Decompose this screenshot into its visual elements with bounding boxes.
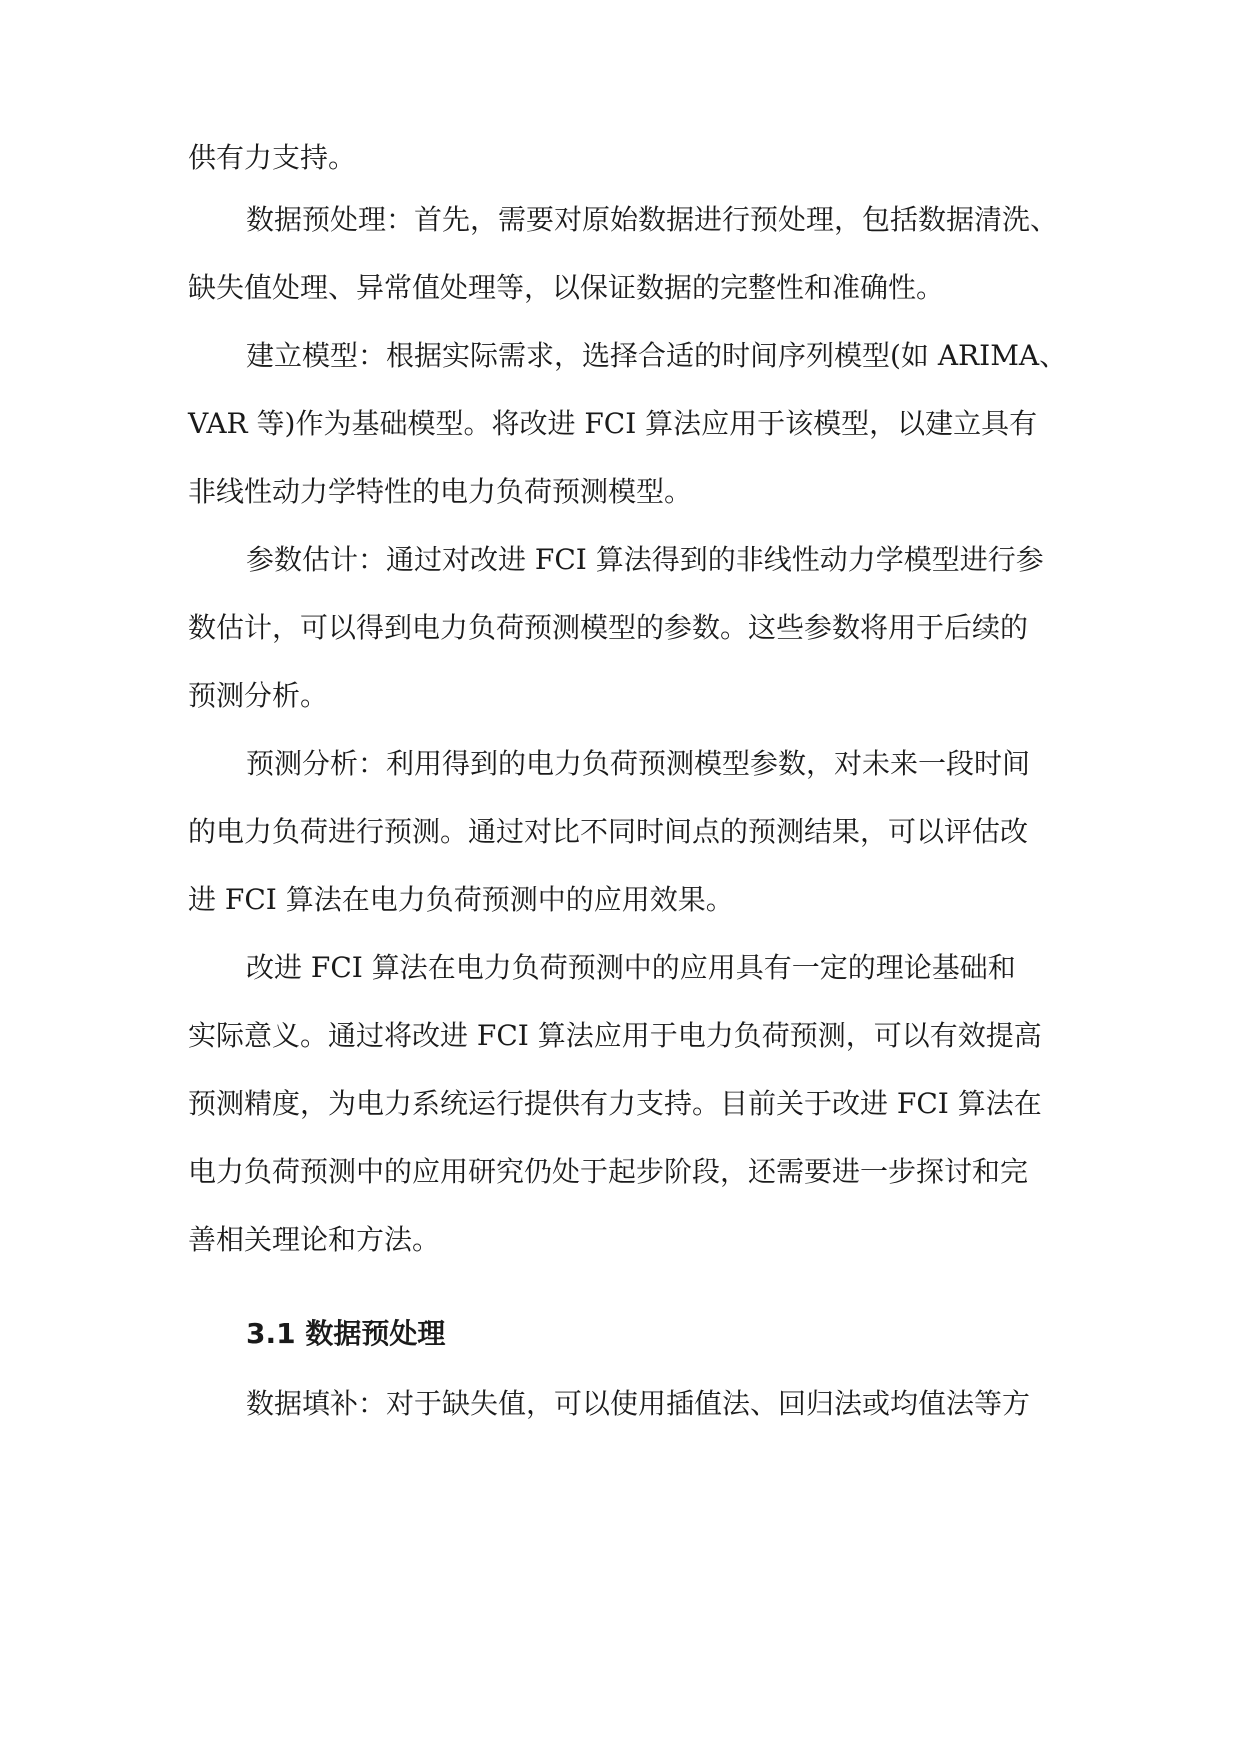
text-line: 善相关理论和方法。 [188,1223,441,1256]
text-line: 缺失值处理、异常值处理等，以保证数据的完整性和准确性。 [188,271,945,304]
section-heading: 3.1 数据预处理 [246,1317,446,1350]
text-line: 预测分析：利用得到的电力负荷预测模型参数，对未来一段时间 [246,747,1031,780]
text-line: 预测精度，为电力系统运行提供有力支持。目前关于改进 FCI 算法在 [188,1087,1042,1120]
text-line: 供有力支持。 [188,141,357,174]
text-line: 非线性动力学特性的电力负荷预测模型。 [188,475,693,508]
text-line: 实际意义。通过将改进 FCI 算法应用于电力负荷预测，可以有效提高 [188,1019,1042,1052]
text-line: 数估计，可以得到电力负荷预测模型的参数。这些参数将用于后续的 [188,611,1029,644]
text-line: 改进 FCI 算法在电力负荷预测中的应用具有一定的理论基础和 [246,951,1016,984]
text-line: 数据预处理：首先，需要对原始数据进行预处理，包括数据清洗、 [246,203,1059,236]
text-line: VAR 等)作为基础模型。将改进 FCI 算法应用于该模型，以建立具有 [188,407,1038,440]
text-line: 的电力负荷进行预测。通过对比不同时间点的预测结果，可以评估改 [188,815,1029,848]
text-line: 参数估计：通过对改进 FCI 算法得到的非线性动力学模型进行参 [246,543,1044,576]
text-line: 进 FCI 算法在电力负荷预测中的应用效果。 [188,883,734,916]
text-line: 建立模型：根据实际需求，选择合适的时间序列模型(如 ARIMA、 [246,339,1068,372]
text-line: 预测分析。 [188,679,329,712]
text-line: 数据填补：对于缺失值，可以使用插值法、回归法或均值法等方 [246,1387,1031,1420]
text-line: 电力负荷预测中的应用研究仍处于起步阶段，还需要进一步探讨和完 [188,1155,1029,1188]
